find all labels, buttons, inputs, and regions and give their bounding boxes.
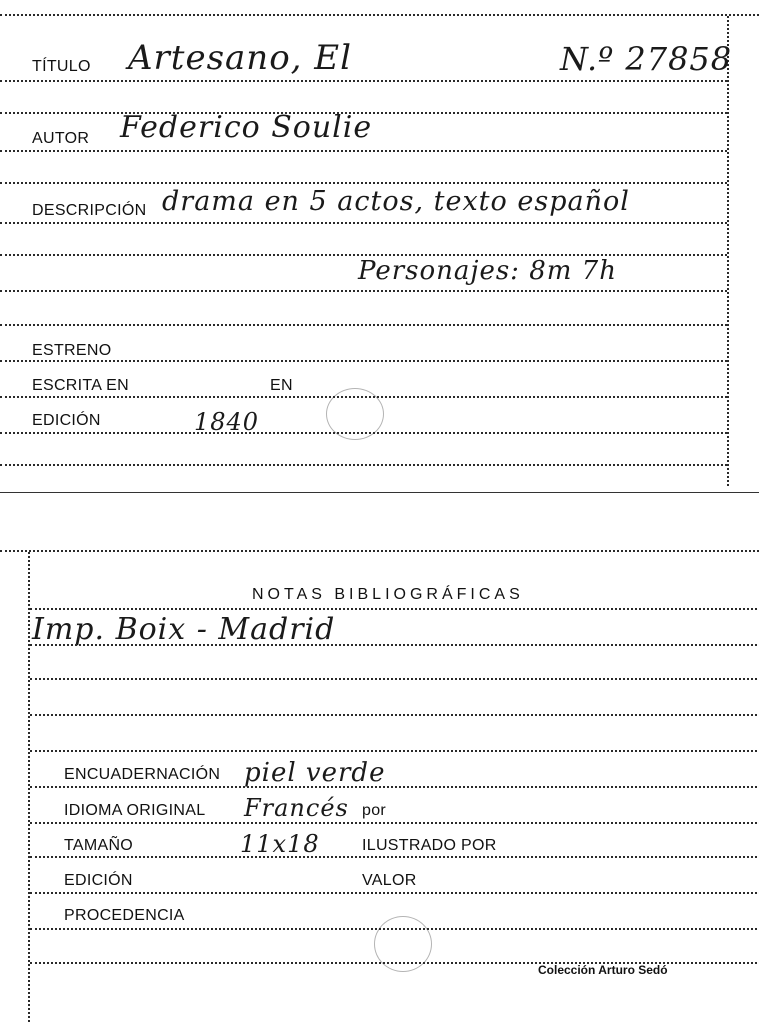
edicion-line [30, 892, 757, 894]
descripcion-line [0, 222, 727, 224]
encuadernacion-line [30, 786, 757, 788]
tamano-line [30, 856, 757, 858]
rule-line [30, 714, 757, 716]
tamano-label: TAMAÑO [64, 837, 134, 854]
titulo-label: TÍTULO [32, 58, 91, 75]
idioma-label: IDIOMA ORIGINAL [64, 802, 206, 819]
top-border [0, 550, 759, 552]
punch-hole-mark [374, 916, 432, 972]
por-label: por [362, 802, 387, 819]
catalog-card-front [0, 0, 759, 500]
rule-line [30, 608, 757, 610]
titulo-line [0, 80, 727, 82]
estreno-line [0, 360, 727, 362]
rule-line [0, 182, 727, 184]
encuadernacion-value: piel verde [244, 758, 386, 788]
edicion-label: EDICIÓN [64, 872, 133, 889]
catalog-card-back [0, 540, 759, 1028]
rule-line [0, 290, 727, 292]
coleccion-credit: Colección Arturo Sedó [538, 963, 668, 977]
descripcion-label: DESCRIPCIÓN [32, 202, 147, 219]
en-label: EN [270, 377, 293, 394]
valor-label: VALOR [362, 872, 417, 889]
autor-label: AUTOR [32, 130, 90, 147]
top-border [0, 14, 759, 16]
edicion-label: EDICIÓN [32, 412, 101, 429]
personajes-value: Personajes: 8m 7h [358, 256, 617, 286]
tamano-value: 11x18 [240, 830, 320, 858]
encuadernacion-label: ENCUADERNACIÓN [64, 766, 221, 783]
rule-line [30, 644, 757, 646]
idioma-value: Francés [244, 794, 349, 822]
rule-line [30, 678, 757, 680]
notas-heading: NOTAS BIBLIOGRÁFICAS [252, 586, 524, 603]
imprenta-value: Imp. Boix - Madrid [32, 612, 336, 647]
escrita-label: ESCRITA EN [32, 377, 129, 394]
descripcion-value: drama en 5 actos, texto español [162, 186, 630, 217]
rule-line [0, 324, 727, 326]
edicion-value: 1840 [194, 408, 260, 436]
card-number: N.º 27858 [560, 40, 733, 78]
titulo-value: Artesano, El [128, 38, 352, 78]
autor-value: Federico Soulie [120, 110, 373, 145]
rule-line [30, 750, 757, 752]
estreno-label: ESTRENO [32, 342, 112, 359]
procedencia-label: PROCEDENCIA [64, 907, 185, 924]
right-border [727, 16, 729, 486]
bottom-border [0, 492, 759, 493]
autor-line [0, 150, 727, 152]
idioma-line [30, 822, 757, 824]
ilustrado-label: ILUSTRADO POR [362, 837, 497, 854]
rule-line [0, 464, 727, 466]
punch-hole-mark [326, 388, 384, 440]
